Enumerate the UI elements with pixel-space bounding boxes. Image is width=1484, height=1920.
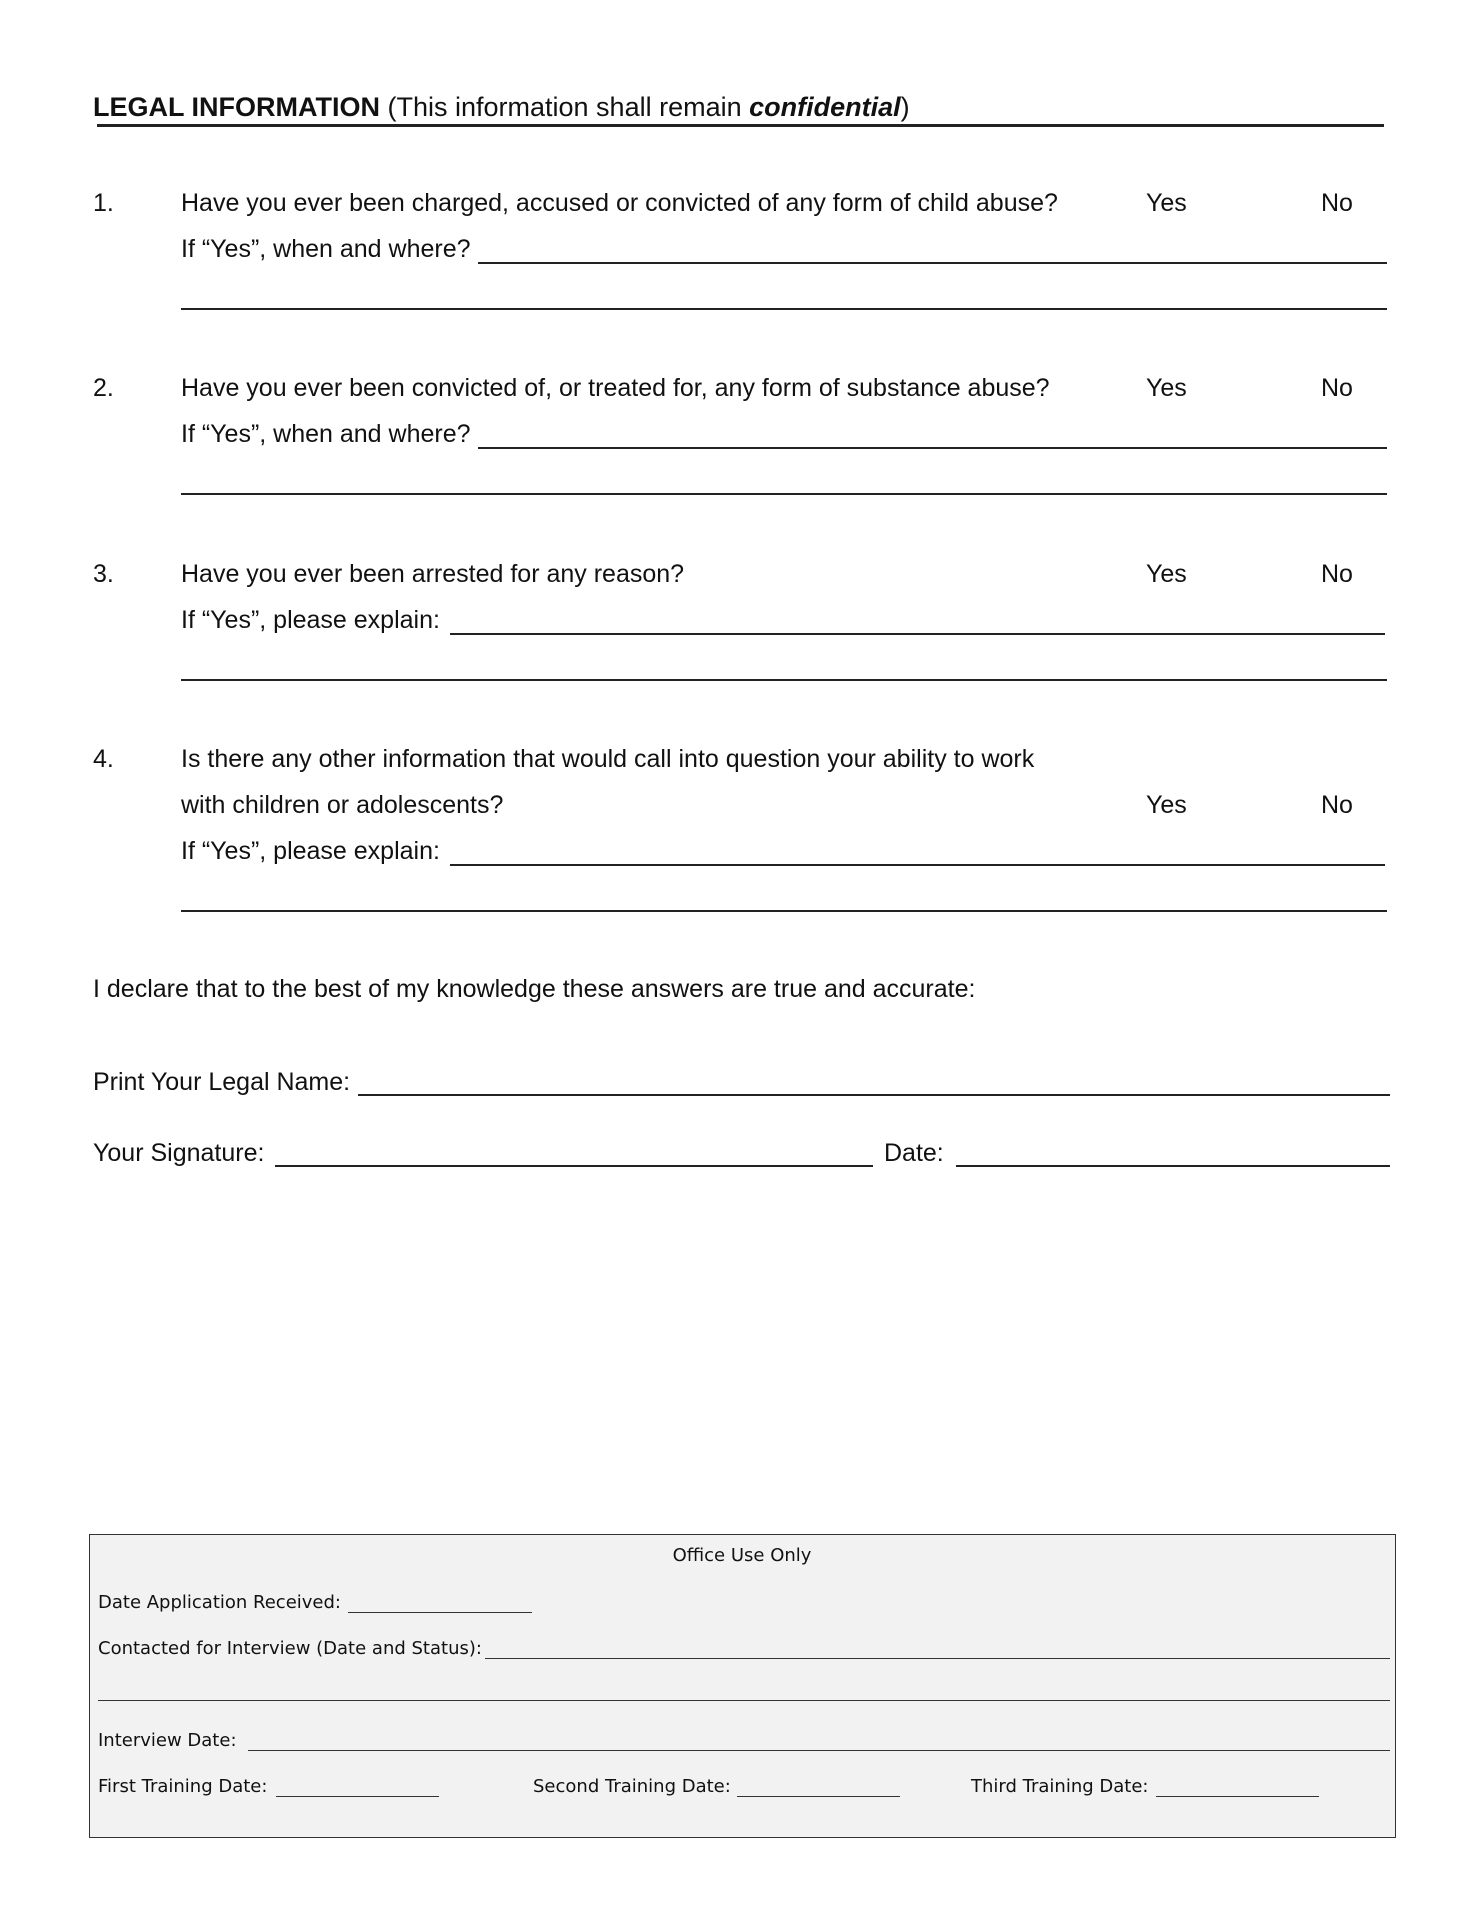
question-4-text-continued: with children or adolescents? [181, 791, 504, 819]
question-3-answer-line-2[interactable] [181, 679, 1387, 681]
question-4-answer-line-1[interactable] [450, 864, 1385, 866]
contacted-interview-line-1[interactable] [485, 1658, 1390, 1659]
question-3-no-option[interactable]: No [1321, 560, 1353, 588]
first-training-date-label: First Training Date: [98, 1776, 268, 1797]
second-training-date-label: Second Training Date: [533, 1776, 731, 1797]
question-2-yes-option[interactable]: Yes [1146, 374, 1187, 402]
question-4-number: 4. [93, 745, 114, 773]
signature-line[interactable] [275, 1165, 873, 1167]
first-training-date-line[interactable] [276, 1796, 439, 1797]
date-line[interactable] [956, 1165, 1390, 1167]
question-3-text: Have you ever been arrested for any reason? [181, 560, 685, 588]
second-training-date-line[interactable] [737, 1796, 900, 1797]
question-2-answer-line-1[interactable] [478, 447, 1387, 449]
date-received-line[interactable] [348, 1612, 532, 1613]
section-title-emphasis: confidential [749, 92, 901, 122]
question-4-answer-line-2[interactable] [181, 910, 1387, 912]
question-1-number: 1. [93, 189, 114, 217]
question-4-followup-label: If “Yes”, please explain: [181, 837, 440, 865]
section-title [93, 91, 910, 123]
question-1-followup-label: If “Yes”, when and where? [181, 235, 471, 263]
header-divider [97, 124, 1384, 127]
question-3-yes-option[interactable]: Yes [1146, 560, 1187, 588]
interview-date-line[interactable] [248, 1750, 1390, 1751]
question-3-followup-label: If “Yes”, please explain: [181, 606, 440, 634]
legal-name-line[interactable] [358, 1094, 1390, 1096]
interview-date-label: Interview Date: [98, 1730, 237, 1751]
question-4-yes-option[interactable]: Yes [1146, 791, 1187, 819]
question-4-text: Is there any other information that would call into question your ability to work [181, 745, 1035, 773]
contacted-interview-label: Contacted for Interview (Date and Status): [98, 1638, 482, 1659]
question-2-no-option[interactable]: No [1321, 374, 1353, 402]
office-use-title: Office Use Only [672, 1545, 812, 1566]
question-1-answer-line-1[interactable] [478, 262, 1387, 264]
question-1-no-option[interactable]: No [1321, 189, 1353, 217]
question-3-number: 3. [93, 560, 114, 588]
date-received-label: Date Application Received: [98, 1592, 341, 1613]
office-use-panel [89, 1534, 1396, 1838]
section-title-note: (This information shall remain [379, 92, 750, 122]
question-2-text: Have you ever been convicted of, or treated for, any form of substance abuse? [181, 374, 1050, 402]
legal-name-label: Print Your Legal Name: [93, 1068, 351, 1096]
third-training-date-line[interactable] [1156, 1796, 1319, 1797]
section-title-close: ) [900, 92, 910, 122]
question-1-answer-line-2[interactable] [181, 308, 1387, 310]
contacted-interview-line-2[interactable] [98, 1700, 1390, 1701]
date-label: Date: [884, 1139, 944, 1167]
question-2-answer-line-2[interactable] [181, 493, 1387, 495]
question-3-answer-line-1[interactable] [450, 633, 1385, 635]
question-2-number: 2. [93, 374, 114, 402]
third-training-date-label: Third Training Date: [971, 1776, 1149, 1797]
question-4-no-option[interactable]: No [1321, 791, 1353, 819]
question-1-text: Have you ever been charged, accused or convicted of any form of child abuse? [181, 189, 1058, 217]
signature-label: Your Signature: [93, 1139, 265, 1167]
question-1-yes-option[interactable]: Yes [1146, 189, 1187, 217]
section-title-bold: LEGAL INFORMATION [93, 92, 380, 122]
question-2-followup-label: If “Yes”, when and where? [181, 420, 471, 448]
declaration-text: I declare that to the best of my knowledge these answers are true and accurate: [93, 975, 976, 1003]
